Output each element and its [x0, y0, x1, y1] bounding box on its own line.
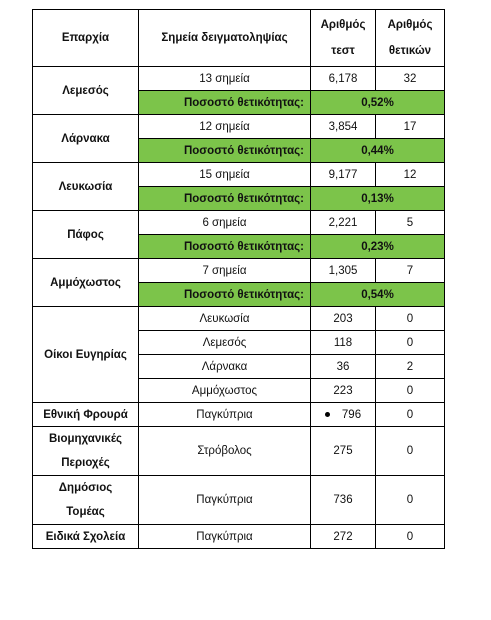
tests-count: 9,177 — [311, 163, 376, 187]
sampling-points: 7 σημεία — [139, 259, 311, 283]
region-name: Λευκωσία — [33, 163, 139, 211]
positivity-label: Ποσοστό θετικότητας: — [139, 139, 311, 163]
table-row — [33, 476, 445, 525]
positives-count: 17 — [376, 115, 445, 139]
positivity-rate: 0,52% — [311, 91, 445, 115]
tests-count: 796 — [311, 403, 376, 427]
sampling-points: Παγκύπρια — [139, 476, 311, 525]
header-positives: Αριθμός θετικών — [376, 10, 445, 67]
tests-count: 272 — [311, 525, 376, 549]
table-row — [33, 67, 445, 91]
region-name: Πάφος — [33, 211, 139, 259]
positives-count: 0 — [376, 379, 445, 403]
region-name: Ειδικά Σχολεία — [33, 525, 139, 549]
positives-count: 0 — [376, 476, 445, 525]
tests-count: 36 — [311, 355, 376, 379]
positivity-rate: 0,54% — [311, 283, 445, 307]
positivity-label: Ποσοστό θετικότητας: — [139, 235, 311, 259]
region-name: Λάρνακα — [33, 115, 139, 163]
table-row — [33, 211, 445, 235]
table-row — [33, 525, 445, 549]
tests-count: 736 — [311, 476, 376, 525]
positives-count: 12 — [376, 163, 445, 187]
results-table — [32, 9, 445, 549]
sampling-points: 13 σημεία — [139, 67, 311, 91]
sampling-points: Παγκύπρια — [139, 403, 311, 427]
positives-count: 5 — [376, 211, 445, 235]
positives-count: 0 — [376, 525, 445, 549]
header-region: Επαρχία — [33, 10, 139, 67]
region-name: Οίκοι Ευγηρίας — [33, 307, 139, 403]
positivity-label: Ποσοστό θετικότητας: — [139, 283, 311, 307]
table-row — [33, 259, 445, 283]
bullet-dot-icon — [325, 412, 330, 417]
sampling-points: Λευκωσία — [139, 307, 311, 331]
sampling-points: Παγκύπρια — [139, 525, 311, 549]
region-name: Εθνική Φρουρά — [33, 403, 139, 427]
positivity-rate: 0,44% — [311, 139, 445, 163]
positivity-label: Ποσοστό θετικότητας: — [139, 187, 311, 211]
positives-count: 0 — [376, 403, 445, 427]
sampling-points: 12 σημεία — [139, 115, 311, 139]
sampling-points: 15 σημεία — [139, 163, 311, 187]
positivity-rate: 0,13% — [311, 187, 445, 211]
positives-count: 32 — [376, 67, 445, 91]
tests-count: 118 — [311, 331, 376, 355]
positives-count: 0 — [376, 307, 445, 331]
tests-count: 2,221 — [311, 211, 376, 235]
table-row — [33, 427, 445, 476]
table-row — [33, 163, 445, 187]
region-name: Βιομηχανικές Περιοχές — [33, 427, 139, 476]
positives-count: 2 — [376, 355, 445, 379]
positives-count: 0 — [376, 427, 445, 476]
tests-count: 3,854 — [311, 115, 376, 139]
tests-count: 6,178 — [311, 67, 376, 91]
table-row — [33, 403, 445, 427]
region-name: Δημόσιος Τομέας — [33, 476, 139, 525]
positives-count: 0 — [376, 331, 445, 355]
tests-count: 1,305 — [311, 259, 376, 283]
positivity-rate: 0,23% — [311, 235, 445, 259]
sampling-points: Λάρνακα — [139, 355, 311, 379]
region-name: Λεμεσός — [33, 67, 139, 115]
region-name: Αμμόχωστος — [33, 259, 139, 307]
table-row — [33, 307, 445, 331]
positives-count: 7 — [376, 259, 445, 283]
tests-count: 203 — [311, 307, 376, 331]
sampling-points: Στρόβολος — [139, 427, 311, 476]
header-tests: Αριθμός τεστ — [311, 10, 376, 67]
sampling-points: Αμμόχωστος — [139, 379, 311, 403]
table-row — [33, 115, 445, 139]
tests-count: 275 — [311, 427, 376, 476]
header-row — [33, 10, 445, 67]
sampling-points: 6 σημεία — [139, 211, 311, 235]
positivity-label: Ποσοστό θετικότητας: — [139, 91, 311, 115]
header-points: Σημεία δειγματοληψίας — [139, 10, 311, 67]
sampling-points: Λεμεσός — [139, 331, 311, 355]
tests-count: 223 — [311, 379, 376, 403]
